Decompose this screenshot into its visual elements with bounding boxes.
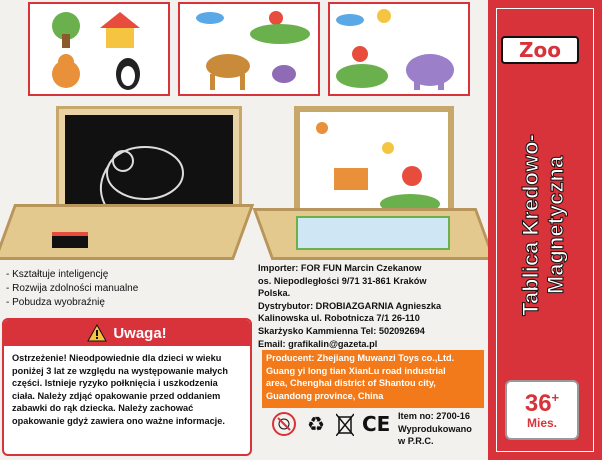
animal-magnets-illustration xyxy=(30,4,168,94)
magnet-pieces-panel-3 xyxy=(328,2,470,96)
producer-line: Producent: Zhejiang Muwanzi Toys co.,Ltd. xyxy=(266,353,455,363)
age-unit: Mies. xyxy=(526,416,557,430)
certification-icons xyxy=(272,412,390,436)
distributor-line: Dystrybutor: DROBIAZGARNIA Agnieszka xyxy=(258,300,442,311)
importer-line: os. Niepodległości 9/71 31-861 Kraków xyxy=(258,275,427,286)
product-title-text xyxy=(518,134,568,316)
elephant-scene-illustration xyxy=(330,4,468,94)
magnet-cards-in-tray xyxy=(296,216,450,250)
product-title xyxy=(498,80,588,370)
made-in-country: w P.R.C. xyxy=(398,436,434,447)
item-number: Item no: 2700-16 xyxy=(398,411,470,421)
wooden-tray xyxy=(0,204,254,260)
item-info xyxy=(398,410,472,448)
feature-item: - Rozwija zdolności manualne xyxy=(6,282,138,296)
ce-mark-icon: CE xyxy=(362,412,391,436)
chalk-eraser xyxy=(52,232,88,248)
email-line: Email: grafikalin@gazeta.pl xyxy=(258,338,378,349)
magnetic-scene-drawing xyxy=(300,112,448,212)
producer-line: Guang yi long tian XianLu road industrial xyxy=(266,365,446,376)
product-title-line: Tablica Kredowo- xyxy=(518,134,544,316)
warning-header xyxy=(4,320,250,346)
brand-logo: Zoo xyxy=(501,36,579,64)
magnetic-board-photo xyxy=(256,104,488,264)
distributor-line: Kalinowska ul. Robotnicza 7/1 26-110 xyxy=(258,313,420,324)
distributor-line: Skarżysko Kammienna Tel: 502092694 xyxy=(258,325,425,336)
importer-info xyxy=(258,262,486,350)
camel-scene-illustration xyxy=(180,4,318,94)
importer-line: Importer: FOR FUN Marcin Czekanow xyxy=(258,263,422,273)
made-in-label: Wyprodukowano xyxy=(398,423,472,434)
warning-title: Uwaga! xyxy=(113,324,167,342)
feature-item: - Kształtuje inteligencję xyxy=(6,268,138,282)
magnetic-board-frame xyxy=(294,106,454,218)
age-value: 36 xyxy=(524,390,552,417)
age-plus: + xyxy=(551,390,560,405)
producer-line: Guandong province, China xyxy=(266,390,384,401)
no-small-parts-icon xyxy=(272,412,296,436)
magnet-pieces-panel-2 xyxy=(178,2,320,96)
warning-triangle-icon xyxy=(87,324,107,342)
age-badge xyxy=(505,380,579,440)
age-number xyxy=(507,386,577,416)
magnet-pieces-panel-1 xyxy=(28,2,170,96)
feature-list xyxy=(6,268,138,310)
warning-box xyxy=(2,318,252,456)
importer-line: Polska. xyxy=(258,288,291,299)
warning-text: Ostrzeżenie! Nieodpowiednie dla dzieci w wieku poniżej 3 lat ze względu na występowanie małych części. Istnieje ryzyko połknięcia i uszkodzenia ciała. Należy zdjąć opakowanie przed oddaniem zabawki do rąk dziecka. Należy zachować opakowanie gdyż zawiera ono ważne informacje. xyxy=(12,353,228,426)
chalkboard-photo xyxy=(4,104,252,264)
producer-line: area, Chenghai district of Shantou city, xyxy=(266,378,436,389)
weee-bin-icon xyxy=(336,412,354,436)
feature-item: - Pobudza wyobraźnię xyxy=(6,296,138,310)
product-title-line: Magnetyczna xyxy=(543,155,569,295)
recycle-icon: ♻ xyxy=(307,413,325,436)
producer-info xyxy=(262,350,484,408)
